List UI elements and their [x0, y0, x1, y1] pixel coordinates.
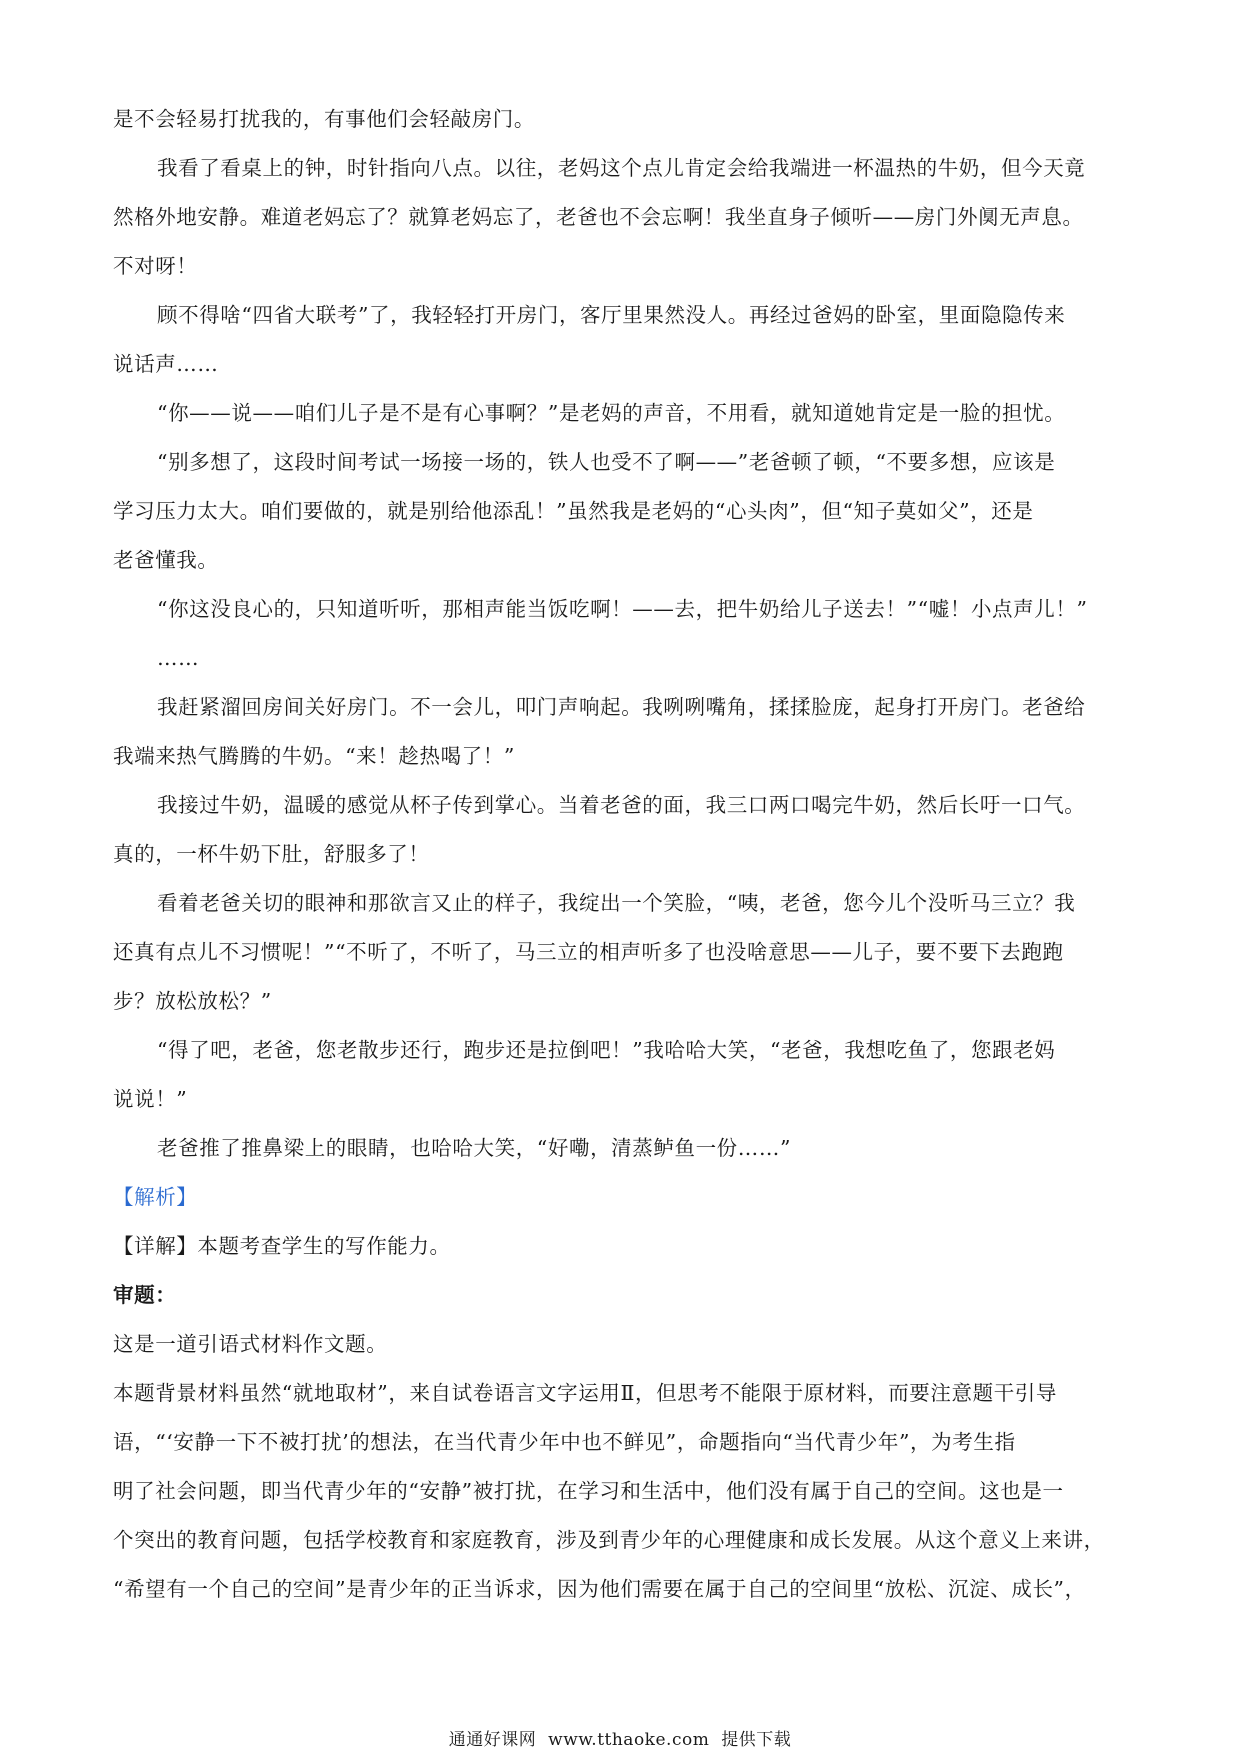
text-line: 不对呀！	[113, 254, 198, 278]
text-line: “别多想了，这段时间考试一场接一场的，铁人也受不了啊——”老爸顿了顿，“不要多想，应该是	[157, 450, 1056, 474]
text-line: 老爸推了推鼻梁上的眼睛，也哈哈大笑，“好嘞，清蒸鲈鱼一份……”	[157, 1136, 792, 1160]
text-line: 我赶紧溜回房间关好房门。不一会儿，叩门声响起。我咧咧嘴角，揉揉脸庞，起身打开房门。老爸给	[157, 695, 1086, 719]
text-line: 然格外地安静。难道老妈忘了？就算老妈忘了，老爸也不会忘啊！我坐直身子倾听——房门外阒无声息。	[113, 205, 1084, 229]
text-line: 说说！”	[113, 1087, 188, 1111]
text-line: 明了社会问题，即当代青少年的“安静”被打扰，在学习和生活中，他们没有属于自己的空间。这也是一	[113, 1479, 1064, 1503]
text-line: 看着老爸关切的眼神和那欲言又止的样子，我绽出一个笑脸，“咦，老爸，您今儿个没听马三立？我	[157, 891, 1076, 915]
text-line: “你——说——咱们儿子是不是有心事啊？”是老妈的声音，不用看，就知道她肯定是一脸的担忧。	[157, 401, 1066, 425]
footer-site-name: 通通好课网	[448, 1730, 537, 1750]
text-line: 老爸懂我。	[113, 548, 219, 572]
text-line: 本题背景材料虽然“就地取材”，来自试卷语言文字运用Ⅱ，但思考不能限于原材料，而要注意题干引导	[113, 1381, 1057, 1405]
detail-line: 【详解】本题考查学生的写作能力。	[113, 1234, 451, 1258]
document-page	[113, 95, 1125, 1614]
text-line: “希望有一个自己的空间”是青少年的正当诉求，因为他们需要在属于自己的空间里“放松、沉淀、成长”，	[113, 1577, 1086, 1601]
text-line: 是不会轻易打扰我的，有事他们会轻敲房门。	[113, 107, 535, 131]
footer-suffix: 提供下载	[721, 1730, 792, 1750]
text-line: 还真有点儿不习惯呢！”“不听了，不听了，马三立的相声听多了也没啥意思——儿子，要不要下去跑跑	[113, 940, 1064, 964]
text-line: 我端来热气腾腾的牛奶。“来！趁热喝了！”	[113, 744, 515, 768]
text-line: 顾不得啥“四省大联考”了，我轻轻打开房门，客厅里果然没人。再经过爸妈的卧室，里面隐隐传来	[157, 303, 1066, 327]
text-line: 我接过牛奶，温暖的感觉从杯子传到掌心。当着老爸的面，我三口两口喝完牛奶，然后长吁一口气。	[157, 793, 1086, 817]
text-line: 这是一道引语式材料作文题。	[113, 1332, 388, 1356]
review-heading: 审题：	[113, 1283, 177, 1307]
text-line: 语，“‘安静一下不被打扰’的想法，在当代青少年中也不鲜见”，命题指向“当代青少年”，为考生指	[113, 1430, 1016, 1454]
text-line: 学习压力太大。咱们要做的，就是别给他添乱！”虽然我是老妈的“心头肉”，但“知子莫如父”，还是	[113, 499, 1034, 523]
text-line: 真的，一杯牛奶下肚，舒服多了！	[113, 842, 430, 866]
text-line: 个突出的教育问题，包括学校教育和家庭教育，涉及到青少年的心理健康和成长发展。从这个意义上来讲，	[113, 1528, 1105, 1552]
footer-url[interactable]: www.tthaoke.com	[548, 1730, 710, 1750]
text-line: 我看了看桌上的钟，时针指向八点。以往，老妈这个点儿肯定会给我端进一杯温热的牛奶，但今天竟	[157, 156, 1086, 180]
text-line: 步？放松放松？”	[113, 989, 272, 1013]
text-line: ……	[157, 646, 200, 670]
text-line: 说话声……	[113, 352, 219, 376]
text-line: “你这没良心的，只知道听听，那相声能当饭吃啊！——去，把牛奶给儿子送去！”“嘘！小点声儿！”	[157, 597, 1088, 621]
analysis-heading: 【解析】	[113, 1185, 198, 1209]
text-line: “得了吧，老爸，您老散步还行，跑步还是拉倒吧！”我哈哈大笑，“老爸，我想吃鱼了，您跟老妈	[157, 1038, 1056, 1062]
page-footer	[0, 1729, 1240, 1751]
